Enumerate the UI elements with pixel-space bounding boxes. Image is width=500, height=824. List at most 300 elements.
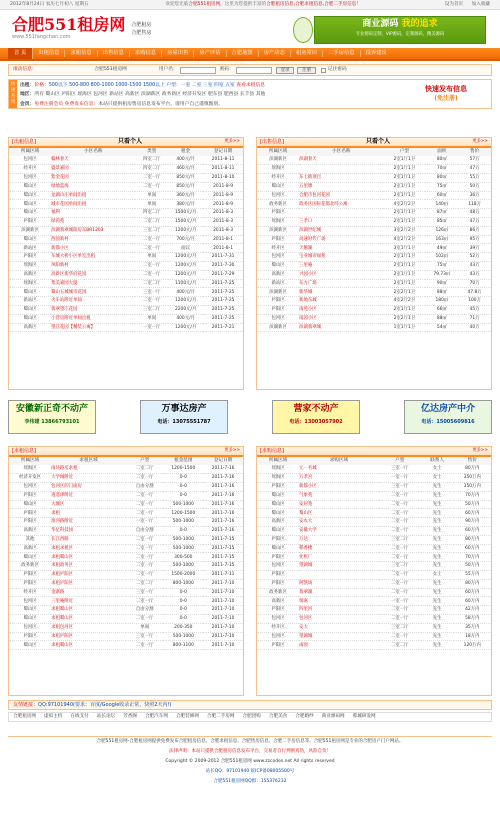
table-cell: 80万内 [454,579,491,588]
listing-link[interactable]: 气象苑 [299,491,379,500]
table-row[interactable] [9,500,243,509]
listing-link[interactable]: 求租包河区 [51,623,126,632]
table-cell: 66㎡ [425,306,458,315]
table-row[interactable] [257,244,491,253]
table-row[interactable] [257,270,491,279]
table-cell: 庐阳区 [257,235,299,244]
table-row[interactable] [257,588,491,597]
table-row[interactable] [9,527,243,536]
table-row[interactable] [257,474,491,483]
table-cell: 二室一厅 [126,615,163,624]
table-row[interactable] [9,474,243,483]
table-row[interactable] [9,544,243,553]
remember-checkbox[interactable] [321,68,326,73]
table-cell: 460元/月 [168,165,203,174]
listing-link[interactable]: 新都小区 [51,244,135,253]
listing-link[interactable]: 求租蜀山区 [51,553,126,562]
table-row[interactable] [257,491,491,500]
table-row[interactable] [257,544,491,553]
table-row[interactable] [257,323,491,332]
table-row[interactable] [257,218,491,227]
footer-link[interactable]: 合肥美食 [268,714,288,720]
listing-link[interactable]: 南苑小区 [299,306,383,315]
table-cell: 经开区 [257,244,299,253]
table-cell: 先生 [421,509,454,518]
table-row[interactable] [257,182,491,191]
listing-link[interactable]: 龙湖山庄单间出租 [51,191,135,200]
table-cell: 88㎡ [425,288,458,297]
quick-publish[interactable]: 快速发布信息 (免注册) [425,85,467,102]
nav-map[interactable]: 合肥地图 [227,50,259,57]
footer-link[interactable]: 商业源码网 [321,714,345,720]
table-row[interactable] [257,235,491,244]
table-cell: 其他 [9,535,51,544]
table-row[interactable] [257,606,491,615]
listing-link[interactable]: 望湖城 [299,562,379,571]
table-row[interactable] [9,209,243,218]
table-cell: 庐阳区 [257,606,299,615]
listing-link[interactable]: 政务区国际花都北纬公寓 [299,200,383,209]
quick-row-member: 会员：免费注册会员 免费发布信息：本站只提供租房售房信息发布平台，请用户自己谨慎甄别。 [20,101,224,107]
listing-link[interactable]: 万孝宫 [299,474,379,483]
nav-home[interactable]: 首 页 [8,48,33,59]
table-cell: 50万内 [454,500,491,509]
listing-link[interactable]: 三孝口 [299,218,383,227]
table-cell: 二室一厅 [126,553,163,562]
table-cell: 蜀山区 [9,615,51,624]
listing-link[interactable]: 金寨路 [51,588,126,597]
listing-link[interactable]: 蜀山五城城市花园 [51,288,135,297]
table-row[interactable] [9,218,243,227]
table-row[interactable] [9,535,243,544]
table-cell: 滨湖新区 [9,226,51,235]
listing-link[interactable]: 蜀山区 [299,509,379,518]
friend-links-qq[interactable]: QQ:97101940 [38,701,74,708]
table-row[interactable] [257,200,491,209]
table-row[interactable] [9,579,243,588]
want-rent-more-link[interactable]: 更多>> [224,448,240,454]
listing-link[interactable]: 包河区的门面房 [51,483,126,492]
table-row[interactable] [257,288,491,297]
listing-link[interactable] [299,571,379,580]
listing-link[interactable]: 车城大桥小区单室出租 [51,253,135,262]
listing-link[interactable]: 东方广场 [299,279,383,288]
table-cell: 政务新区 [257,200,299,209]
view-want-rent-link[interactable]: 查看求租信息 [236,83,266,88]
listing-link[interactable]: 翡翠湖 [299,588,379,597]
table-row[interactable] [9,606,243,615]
table-cell: 47万 [458,165,491,174]
table-row[interactable] [9,615,243,624]
footer-link[interactable]: 站长论坛 [96,714,116,720]
listing-link[interactable]: 求租庐阳区 [51,571,126,580]
want-rent-panel [8,446,244,696]
scroll-tip: 滚动信息： [13,67,37,73]
listing-link[interactable]: 求租蜀山区 [51,615,126,624]
table-cell: 庐阳区 [9,571,51,580]
table-cell: 2011-7-25 [203,306,243,315]
footer-link[interactable]: 合肥装修网 [175,714,199,720]
agency-banners [8,400,492,436]
table-cell: 经开区 [257,623,299,632]
listing-link[interactable]: 滨湖春天 [299,156,383,165]
table-cell: 瑶海区 [257,165,299,174]
table-row[interactable] [9,623,243,632]
listing-link[interactable]: 滨湖世纪城 [299,226,383,235]
table-cell: 先生 [421,597,454,606]
listing-link[interactable]: 翰林春天 [51,156,135,165]
table-row[interactable] [9,200,243,209]
table-row[interactable] [9,491,243,500]
table-cell: 0-0 [163,474,203,483]
table-row[interactable] [257,306,491,315]
table-cell: 85㎡ [425,218,458,227]
listing-link[interactable]: 淮河路附近 [51,518,126,527]
table-row[interactable] [9,156,243,165]
table-row[interactable] [9,314,243,323]
listing-link[interactable]: 求租求租区 [51,544,126,553]
table-cell: 60万内 [454,509,491,518]
listing-link[interactable]: 稻香楼 [299,544,379,553]
table-row[interactable] [9,270,243,279]
listing-link[interactable]: 兴园小区 [299,270,383,279]
listing-link[interactable]: 集美嘉园大厦 [51,279,135,288]
table-row[interactable] [9,562,243,571]
table-row[interactable] [9,571,243,580]
table-row[interactable] [257,562,491,571]
listing-link[interactable]: 望湖城 [299,632,379,641]
listing-link[interactable]: 求租庐阳区 [51,579,126,588]
table-cell: 三室二厅 [379,562,421,571]
table-row[interactable] [9,182,243,191]
table-row[interactable] [257,527,491,536]
add-favorite-link[interactable]: 加入收藏 [471,1,490,7]
table-row[interactable] [257,553,491,562]
footer-link[interactable]: 合肥团购 [242,714,261,720]
listing-link[interactable]: 长江西路 [51,535,126,544]
table-cell: 二室一厅 [379,579,421,588]
listing-link[interactable]: 元一名城 [299,465,379,474]
table-cell: 360元/月 [168,191,203,200]
table-cell: 1500元/月 [168,218,203,227]
table-row[interactable] [257,597,491,606]
footer-link[interactable]: 蓉城研发网 [352,714,376,720]
agency-banner[interactable]: 亿达房产中介 电话：15005609816 [404,400,492,434]
nav-complaint[interactable]: 投诉建议 [365,50,387,57]
agency-banner[interactable]: 万事达房产 电话：13075551787 [140,400,228,434]
table-row[interactable] [257,615,491,624]
listing-link[interactable]: 五里墩 [299,182,383,191]
table-row[interactable] [9,641,243,650]
nav-house-sale[interactable]: 房屋出售 [162,50,194,57]
listing-link[interactable]: 翡翠望江花园 [51,306,135,315]
listing-link[interactable]: 南环路房求租 [51,465,126,474]
listing-link[interactable]: 高速时代广场 [299,235,383,244]
listing-link[interactable]: 紫金花园 [51,174,135,183]
footer-link[interactable]: 合肥租房网 [13,714,36,720]
table-row[interactable] [257,191,491,200]
listing-link[interactable]: 南园 [299,641,379,650]
listing-link[interactable]: 望江花园【精装公寓】 [51,323,135,332]
table-cell: 二室一厅 [379,500,421,509]
table-cell: 118万 [458,200,491,209]
listing-link[interactable]: 包河区 [299,615,379,624]
listing-link[interactable]: 南园小区 [299,314,383,323]
table-cell: 高新区 [257,270,299,279]
table-row[interactable] [9,465,243,474]
want-buy-more-link[interactable]: 更多>> [472,448,488,454]
table-row[interactable] [257,314,491,323]
listing-link[interactable]: 万达 [299,535,379,544]
listing-link[interactable]: 西园新村 [51,235,135,244]
listing-link[interactable] [299,165,383,174]
table-row[interactable] [257,518,491,527]
table-cell: 2011-7-15 [203,544,243,553]
nav-estimate[interactable]: 房产评估 [194,50,226,57]
table-row[interactable] [9,306,243,315]
footer-link[interactable]: 在线支付 [70,714,89,720]
table-cell: 四室二厅 [135,156,168,165]
listing-link[interactable]: 城市花园单间出租 [51,200,135,209]
listing-link[interactable]: 盛景嘉园 [51,165,135,174]
listing-link[interactable]: 求租蜀山区 [51,606,126,615]
listing-link[interactable]: 求租蜀山区 [51,641,126,650]
password-input[interactable] [236,67,272,74]
table-cell: 43万 [458,270,491,279]
table-cell: 二室一厅 [379,553,421,562]
table-cell: 2011-7-21 [203,323,243,332]
table-cell: 经济开发区 [9,474,51,483]
listing-link[interactable]: 绿茵苑 [51,218,135,227]
listing-link[interactable]: 福利 [51,209,135,218]
table-cell: 经开区 [9,588,51,597]
table-row[interactable] [257,509,491,518]
table-cell: 70万内 [454,491,491,500]
table-cell: 2011-7-10 [203,588,243,597]
table-row[interactable] [9,297,243,306]
listing-link[interactable]: 合肥市包河花园 [299,191,383,200]
listing-link[interactable]: 新地东城 [299,297,383,306]
table-row[interactable] [9,483,243,492]
table-row[interactable] [257,279,491,288]
table-cell: 2011-7-16 [203,474,243,483]
table-row[interactable] [257,209,491,218]
listing-link[interactable]: 化机厂 [299,553,379,562]
table-row[interactable] [257,226,491,235]
table-cell: 二室二厅 [126,465,163,474]
table-cell: 1200元/月 [168,253,203,262]
listing-link[interactable]: 火车站附近单间 [51,297,135,306]
listing-link[interactable]: 新华城 [299,288,383,297]
table-cell: 2011-7-11 [203,571,243,580]
table-row[interactable] [257,174,491,183]
table-cell: 400元/月 [168,288,203,297]
listing-link[interactable]: 瑞嘉 [299,597,379,606]
want-buy-tab[interactable]: [求购信息] [260,447,284,454]
listing-link[interactable]: 阿凯场 [299,579,379,588]
table-row[interactable] [9,553,243,562]
table-row[interactable] [257,262,491,271]
set-homepage-link[interactable]: 设为首页 [444,1,464,7]
table-cell: 政务新区 [9,562,51,571]
table-cell: 48万 [458,209,491,218]
listing-link[interactable]: 安农大 [299,518,379,527]
listing-link[interactable]: 滨湖翡翠城阳房东BR1203 [51,226,135,235]
table-cell: 2室1厅1卫 [383,218,425,227]
listing-link[interactable]: 天鹅湖 [299,244,383,253]
nav-news[interactable]: 房产动态 [259,50,291,57]
table-cell: 二室一厅 [379,571,421,580]
listing-link[interactable]: 安大 [299,623,379,632]
table-row[interactable] [9,226,243,235]
table-cell: 庐阳区 [257,641,299,650]
footer-link[interactable]: 合肥婚纱 [295,714,314,720]
table-row[interactable] [257,623,491,632]
rent-tab[interactable]: [出租信息] [12,138,36,145]
listing-link[interactable]: 小营房附近单间出租 [51,314,135,323]
listing-link[interactable]: 绿地蓝海 [51,182,135,191]
table-cell: 2011-7-10 [203,606,243,615]
table-row[interactable] [257,571,491,580]
table-row[interactable] [9,235,243,244]
agency-banner[interactable]: 营家不动产 电话：13003057902 [272,400,360,434]
listing-link[interactable]: 安徽大学 [299,527,379,536]
table-cell: 瑶海区 [9,465,51,474]
table-cell: 50万 [458,182,491,191]
table-row[interactable] [257,465,491,474]
table-cell: 2室1厅1卫 [383,262,425,271]
sale-tab[interactable]: [出售信息] [260,138,284,145]
site-url: www.551fangchan.com [12,34,71,41]
area-filters[interactable]: 所有 蜀山区 庐阳区 瑶海区 包河区 新站区 高新区 滨湖新区 政务新区 经济开发区 肥东县 肥西县 长丰县 其他 [34,92,266,98]
table-cell: 0-0 [163,606,203,615]
listing-link[interactable]: 东七街项目 [299,174,383,183]
want-rent-tab[interactable]: [求租信息] [12,447,36,454]
listing-link[interactable]: 高新区新华府花园 [51,270,135,279]
table-row[interactable] [9,588,243,597]
table-cell: 先生 [421,615,454,624]
footer-link[interactable]: 虚拟主机 [43,714,63,720]
site-logo[interactable]: 合肥551租房网 [12,15,126,35]
table-cell: 自由分割 [126,483,163,492]
nav-want-rent[interactable]: 求租信息 [65,50,97,57]
listing-link[interactable]: 求租政务区 [51,562,126,571]
listing-link[interactable]: 三里庵 [299,262,383,271]
price-filters[interactable]: 500以下 500-800 800-1000 1000-1500 1500以上 户型：一室 二室 三室 四室 五室 [48,83,235,88]
table-row[interactable] [9,244,243,253]
table-row[interactable] [9,279,243,288]
table-row[interactable] [9,632,243,641]
agency-banner[interactable]: 安徽新正奇不动产 李伟建 13866793101 [8,400,96,434]
table-row[interactable] [9,165,243,174]
table-row[interactable] [257,253,491,262]
register-free-link[interactable]: 免费注册会员 免费发布信息： [34,101,99,107]
table-cell: 2011-7-25 [203,279,243,288]
listing-link[interactable]: 宝业城市绿苑 [299,253,383,262]
listing-link[interactable]: 求租庐阳区 [51,632,126,641]
register-button[interactable]: 注册 [297,67,316,74]
table-cell: 2011-8-10 [203,174,243,183]
listing-link[interactable]: 大学城附近 [51,474,126,483]
listing-link[interactable]: 大城区 [51,500,126,509]
table-cell: 75㎡ [425,182,458,191]
table-row[interactable] [9,323,243,332]
sale-more-link[interactable]: 更多>> [472,139,488,145]
listing-link[interactable]: 华亿科技园 [51,527,126,536]
listing-link[interactable]: 新都小区 [299,483,379,492]
nav-tips[interactable]: 租房常识 [291,50,323,57]
table-cell: 三室二厅 [135,226,168,235]
username-label: 用户名： [158,67,178,73]
sale-title[interactable]: 只看个人 [366,138,391,146]
table-row[interactable] [9,174,243,183]
table-row[interactable] [9,262,243,271]
rent-more-link[interactable]: 更多>> [224,139,240,145]
listing-link[interactable]: 滨湖翡翠城 [299,323,383,332]
table-cell: 1200元/月 [168,270,203,279]
table-row[interactable] [9,509,243,518]
nav-second-hand[interactable]: 二手房信息 [323,50,361,57]
footer-link[interactable]: 合肥汽车网 [144,714,168,720]
nav-want-buy[interactable]: 求购信息 [130,50,162,57]
login-button[interactable]: 登录 [276,67,295,74]
table-cell: 102㎡ [425,253,458,262]
table-cell: 先生 [421,641,454,650]
table-cell: 400元/月 [168,156,203,165]
header-ad-banner[interactable]: 商业源码 我的追求 专业源码定制，VIP源码，定制源码，精美源码 [314,16,486,44]
table-row[interactable] [9,518,243,527]
table-cell: 0-0 [163,597,203,606]
table-row[interactable] [257,165,491,174]
table-row[interactable] [9,597,243,606]
listing-link[interactable]: 四里河 [299,606,379,615]
table-row[interactable] [257,579,491,588]
listing-link[interactable]: 逍遥津附近 [51,491,126,500]
table-cell: 2011-8-1 [203,235,243,244]
quick-search-tag: 快速查询 [9,80,17,108]
table-row[interactable] [257,156,491,165]
table-cell: 新站区 [257,279,299,288]
table-cell: 0-0 [163,527,203,536]
listing-link[interactable]: 凤阳新村 [51,262,135,271]
table-row[interactable] [257,500,491,509]
nav-sale[interactable]: 出售信息 [98,50,130,57]
nav-rent[interactable]: 出租信息 [33,50,65,57]
table-cell: 2011-7-31 [203,253,243,262]
table-row[interactable] [9,253,243,262]
table-row[interactable] [257,483,491,492]
footer-legal: 法律声明：本站只提供合肥租房信息发布平台，交易者自行判断真伪，风险自负！ [169,749,331,754]
listing-link[interactable]: 求租 [51,509,126,518]
table-cell: 高新区 [9,544,51,553]
rent-title[interactable]: 只看个人 [118,138,143,146]
table-row[interactable] [257,297,491,306]
username-input[interactable] [180,67,216,74]
listing-link[interactable] [299,209,383,218]
listing-link[interactable]: 安居苑 [299,500,379,509]
listing-link[interactable]: 三里庵附近 [51,597,126,606]
table-cell: 滨湖新区 [257,288,299,297]
table-row[interactable] [257,641,491,650]
table-row[interactable] [9,191,243,200]
table-row[interactable] [9,288,243,297]
footer-link[interactable]: 合肥二手房网 [206,714,235,720]
table-row[interactable] [257,535,491,544]
table-cell: 单间 [135,191,168,200]
table-cell: 126㎡ [425,226,458,235]
table-row[interactable] [257,632,491,641]
footer-link[interactable]: 芳香阁 [123,714,137,720]
